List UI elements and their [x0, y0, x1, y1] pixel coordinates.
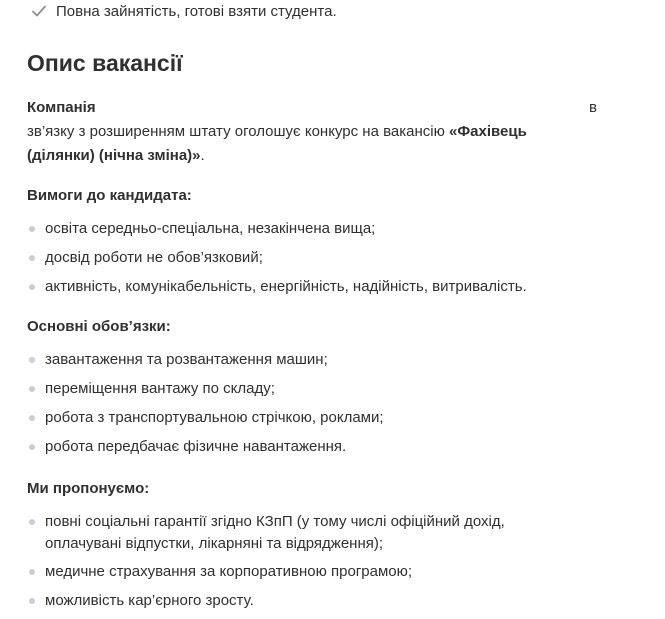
duties-title: Основні обов’язки:	[27, 318, 171, 335]
bullet-icon	[29, 386, 35, 392]
list-item	[27, 561, 547, 583]
bullet-icon	[29, 357, 35, 363]
list-item-text: досвід роботи не обов’язковий;	[45, 249, 263, 266]
list-item-text: медичне страхування за корпоративною програмою;	[45, 563, 413, 580]
bullet-icon	[29, 444, 35, 450]
company-label: Компанія	[27, 99, 96, 116]
list-item-text: можливість кар’єрного зросту.	[45, 592, 254, 609]
list-item-text: активність, комунікабельність, енергійність, надійність, витривалість.	[45, 278, 527, 295]
vacancy-intro	[27, 96, 597, 168]
check-icon	[30, 2, 48, 20]
bullet-icon	[29, 415, 35, 421]
list-item	[27, 218, 627, 240]
list-item-text: переміщення вантажу по складу;	[45, 380, 275, 397]
intro-preposition: в	[589, 99, 597, 116]
employment-info	[30, 0, 337, 22]
list-item	[27, 590, 547, 612]
intro-text	[27, 120, 597, 168]
list-item-text: освіта середньо-спеціальна, незакінчена вища;	[45, 220, 376, 237]
list-item	[27, 511, 547, 555]
bullet-icon	[29, 284, 35, 290]
list-item-text: повні соціальні гарантії згідно КЗпП (у тому числі офіційний дохід, оплачувані відпустки, лікарняні та відрядження);	[45, 513, 505, 552]
list-item-text: робота з транспортувальною стрічкою, роклами;	[45, 409, 384, 426]
intro-text-line: зв’язку з розширенням штату оголошує конкурс на вакансію	[27, 123, 449, 140]
bullet-icon	[29, 569, 35, 575]
position-name: «Фахівець (ділянки) (нічна зміна)»	[27, 123, 527, 164]
list-item	[27, 247, 627, 269]
bullet-icon	[29, 226, 35, 232]
list-item-text: завантаження та розвантаження машин;	[45, 351, 328, 368]
bullet-icon	[29, 255, 35, 261]
intro-text-end: .	[200, 147, 205, 164]
requirements-list	[27, 218, 627, 305]
duties-list	[27, 349, 627, 465]
list-item	[27, 407, 627, 429]
list-item-text: робота передбачає фізичне навантаження.	[45, 438, 347, 455]
page-title: Опис вакансії	[27, 50, 183, 76]
employment-info-text: Повна зайнятість, готові взяти студента.	[56, 2, 337, 20]
list-item	[27, 349, 627, 371]
requirements-title: Вимоги до кандидата:	[27, 187, 192, 204]
list-item	[27, 378, 627, 400]
offers-list	[27, 511, 547, 619]
bullet-icon	[29, 598, 35, 604]
offers-title: Ми пропонуємо:	[27, 480, 150, 497]
bullet-icon	[29, 519, 35, 525]
list-item	[27, 276, 627, 298]
list-item	[27, 436, 627, 458]
